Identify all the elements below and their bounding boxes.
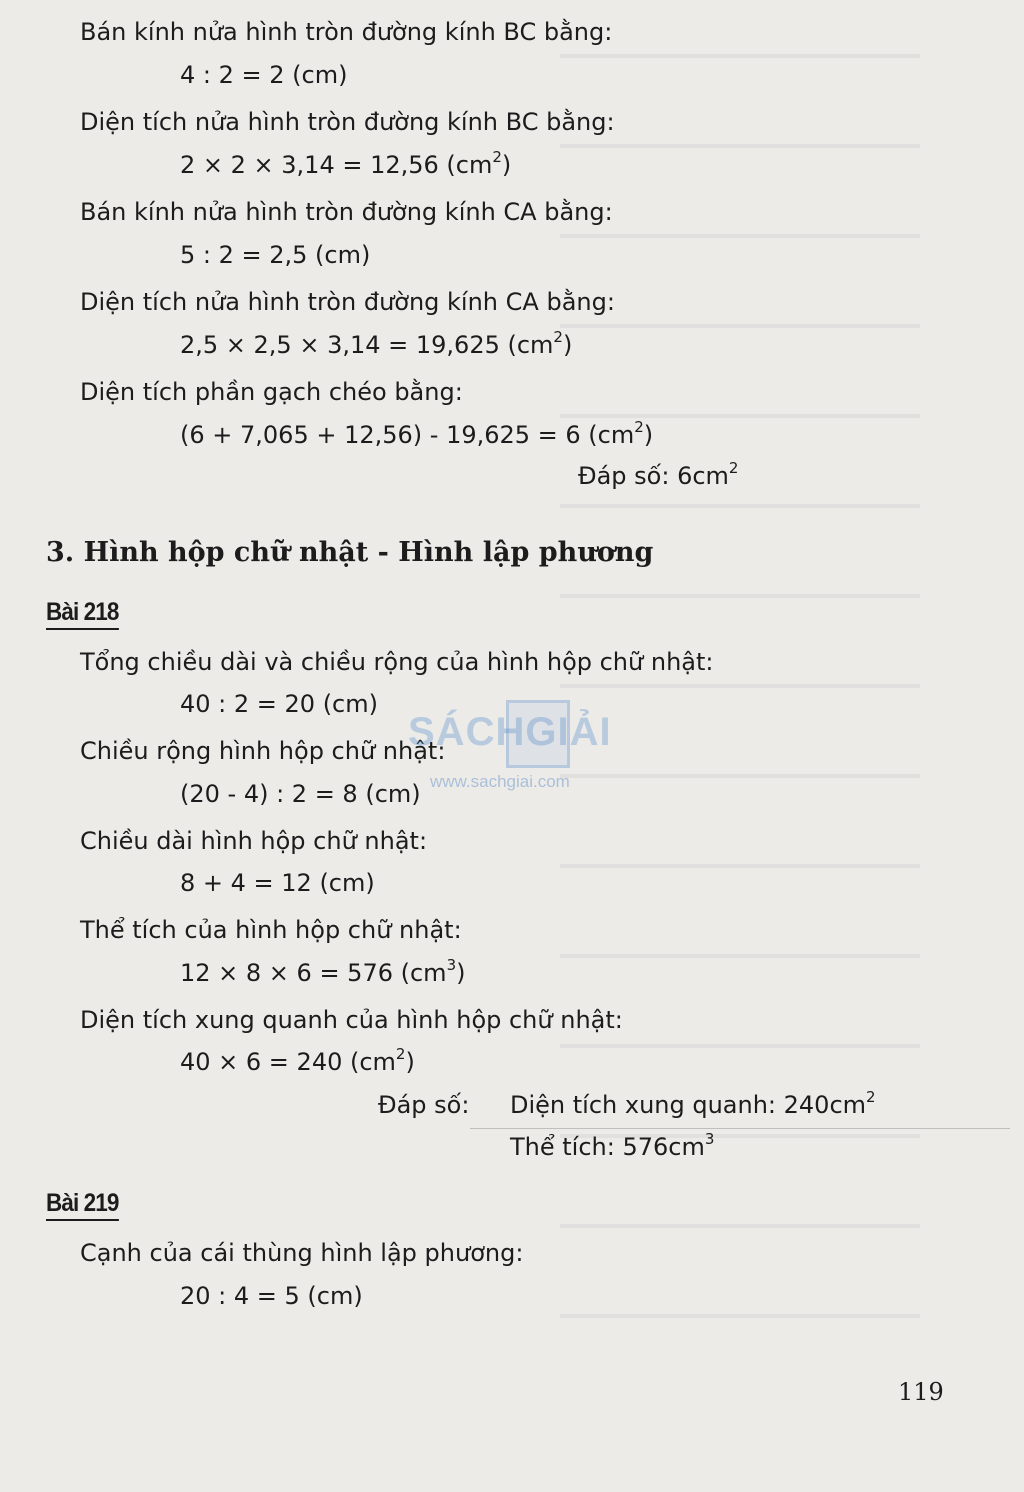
text-line: Bán kính nửa hình tròn đường kính CA bằng: — [80, 198, 613, 226]
calculation: 8 + 4 = 12 (cm) — [180, 869, 375, 897]
calculation: 2 × 2 × 3,14 = 12,56 $(cm^2)$ — [180, 148, 512, 179]
answer: Thể tích: $576cm^3$ — [510, 1130, 715, 1161]
calculation: (20 - 4) : 2 = 8 (cm) — [180, 780, 421, 808]
calculation: 40 : 2 = 20 (cm) — [180, 690, 378, 718]
scan-line — [470, 1128, 1010, 1129]
text-line: Thể tích của hình hộp chữ nhật: — [80, 916, 462, 944]
watermark-logo: SÁCHGIẢI — [408, 710, 612, 754]
text-line: Diện tích phần gạch chéo bằng: — [80, 378, 463, 406]
calculation: (6 + 7,065 + 12,56) - 19,625 = 6 $(cm^2)$ — [180, 418, 654, 449]
calculation: 40 × 6 = 240 $(cm^2)$ — [180, 1045, 415, 1076]
answer-label: Đáp số: — [378, 1091, 470, 1119]
answer: Diện tích xung quanh: $240cm^2$ — [510, 1088, 876, 1119]
exercise-title: Bài 218 — [46, 598, 119, 630]
text-line: Bán kính nửa hình tròn đường kính BC bằng: — [80, 18, 613, 46]
text-line: Tổng chiều dài và chiều rộng của hình hộp chữ nhật: — [80, 648, 714, 676]
text-line: Chiều rộng hình hộp chữ nhật: — [80, 737, 446, 765]
exercise-title: Bài 219 — [46, 1189, 119, 1221]
calculation: 12 × 8 × 6 = 576 $(cm^3)$ — [180, 956, 466, 987]
text-line: Cạnh của cái thùng hình lập phương: — [80, 1239, 524, 1267]
page-number: 119 — [898, 1378, 944, 1406]
text-line: Diện tích nửa hình tròn đường kính CA bằng: — [80, 288, 615, 316]
section-title: 3. Hình hộp chữ nhật - Hình lập phương — [46, 537, 654, 568]
calculation: 20 : 4 = 5 (cm) — [180, 1282, 363, 1310]
watermark-url: www.sachgiai.com — [430, 772, 570, 791]
text-line: Diện tích xung quanh của hình hộp chữ nhật: — [80, 1006, 623, 1034]
calculation: 4 : 2 = 2 (cm) — [180, 61, 348, 89]
calculation: 2,5 × 2,5 × 3,14 = 19,625 $(cm^2)$ — [180, 328, 573, 359]
text-line: Chiều dài hình hộp chữ nhật: — [80, 827, 428, 855]
text-line: Diện tích nửa hình tròn đường kính BC bằng: — [80, 108, 615, 136]
calculation: 5 : 2 = 2,5 (cm) — [180, 241, 371, 269]
answer: Đáp số: $6cm^2$ — [578, 459, 739, 490]
